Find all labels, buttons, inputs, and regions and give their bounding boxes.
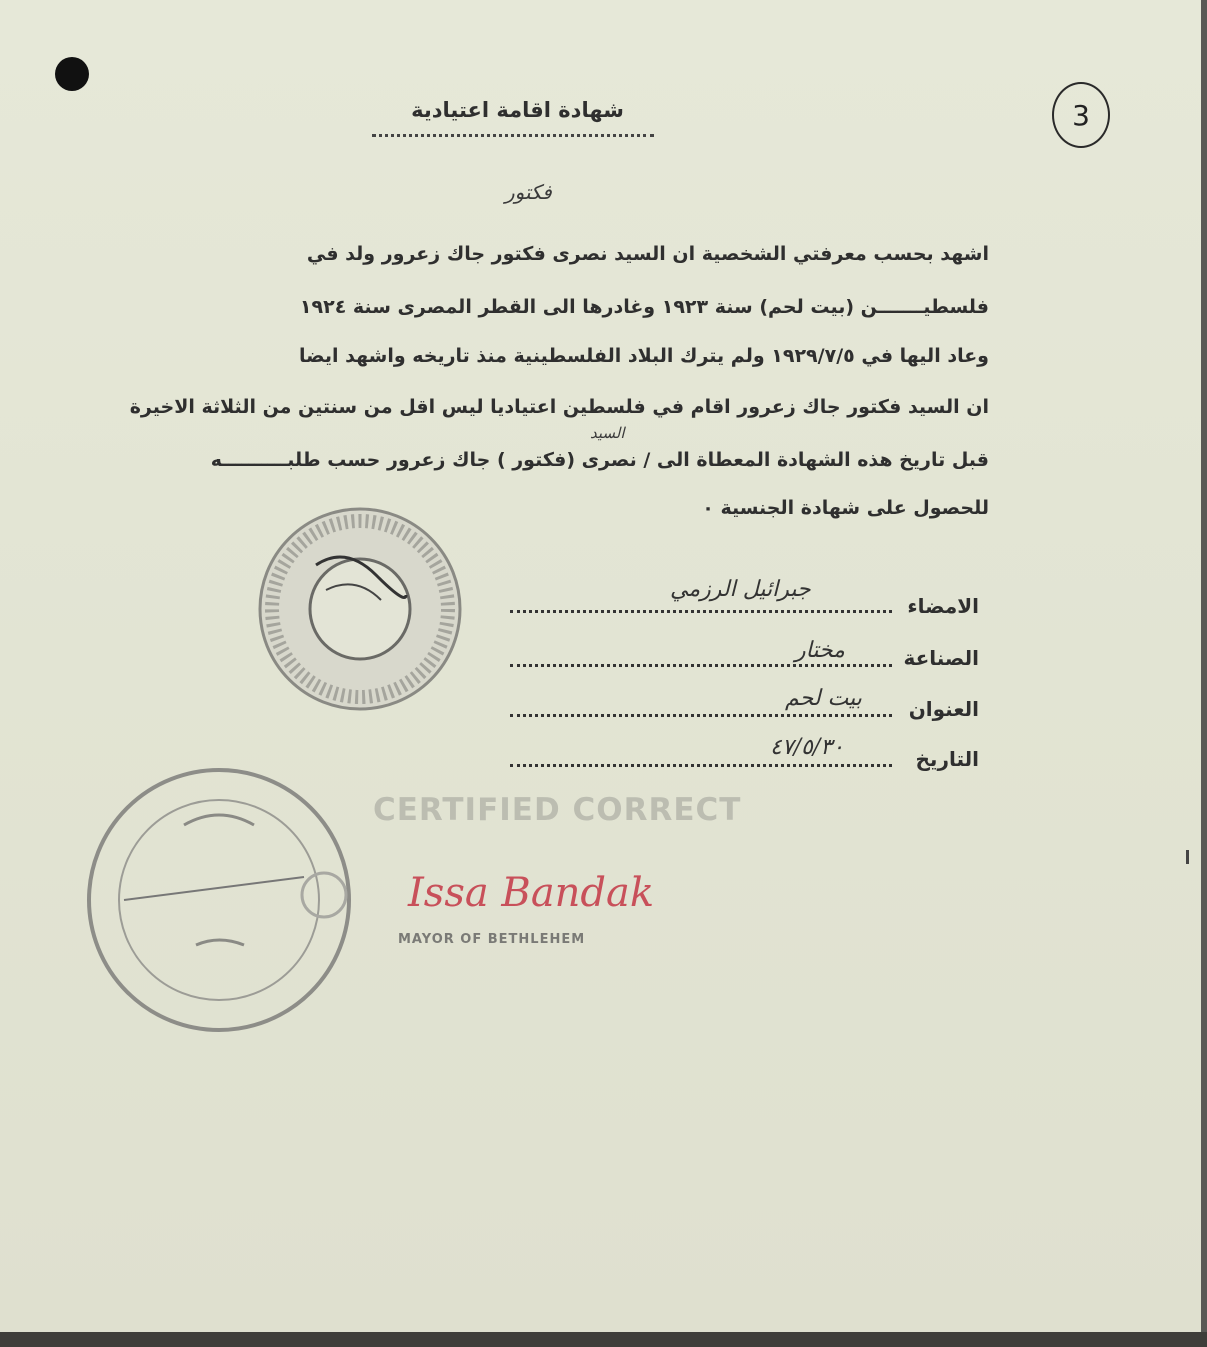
mukhtar-seal <box>256 505 464 713</box>
page-edge-right <box>1201 0 1207 1347</box>
document-title: شهادة اقامة اعتيادية <box>411 98 624 122</box>
body-line-4: ان السيد فكتور جاك زعرور اقام في فلسطين اعتياديا ليس اقل من سنتين من الثلاثة الاخيرة <box>129 396 989 418</box>
address-dotted-line <box>510 714 892 717</box>
page-edge-bottom <box>0 1332 1207 1347</box>
body-line-3: وعاد اليها في ١٩٢٩/٧/٥ ولم يترك البلاد الفلسطينية منذ تاريخه واشهد ايضا <box>299 345 989 367</box>
handwritten-insert-2: السيد <box>590 424 625 442</box>
profession-value: مختار <box>795 638 845 663</box>
body-line-2: فلسطيـــــــن (بيت لحم) سنة ١٩٢٣ وغادرها الى القطر المصرى سنة ١٩٢٤ <box>299 296 989 318</box>
signature-label: الامضاء <box>907 594 979 618</box>
body-line-6: للحصول على شهادة الجنسية ٠ <box>702 497 989 519</box>
page-number: 3 <box>1052 82 1110 148</box>
profession-label: الصناعة <box>903 646 979 670</box>
certified-correct-stamp: CERTIFIED CORRECT <box>373 792 742 828</box>
profession-dotted-line <box>510 664 892 667</box>
address-value: بيت لحم <box>785 686 862 711</box>
municipal-seal <box>84 765 354 1035</box>
body-line-5: قبل تاريخ هذه الشهادة المعطاة الى / نصرى (فكتور ) جاك زعرور حسب طلبــــــــــه <box>210 449 989 471</box>
mayor-title: MAYOR OF BETHLEHEM <box>398 932 586 947</box>
body-line-1: اشهد بحسب معرفتي الشخصية ان السيد نصرى فكتور جاك زعرور ولد في <box>306 243 989 265</box>
mayor-signature: Issa Bandak <box>408 870 655 916</box>
date-value: ٤٧/٥/٣٠ <box>770 735 844 760</box>
address-label: العنوان <box>908 697 979 721</box>
signature-value: جبرائيل الرزمي <box>670 577 811 602</box>
title-underline <box>372 134 654 137</box>
date-dotted-line <box>510 764 892 767</box>
margin-mark <box>1186 850 1189 864</box>
handwritten-insert: فكتور <box>505 180 552 204</box>
signature-dotted-line <box>510 610 892 613</box>
punch-hole <box>55 57 89 91</box>
date-label: التاريخ <box>915 747 979 771</box>
